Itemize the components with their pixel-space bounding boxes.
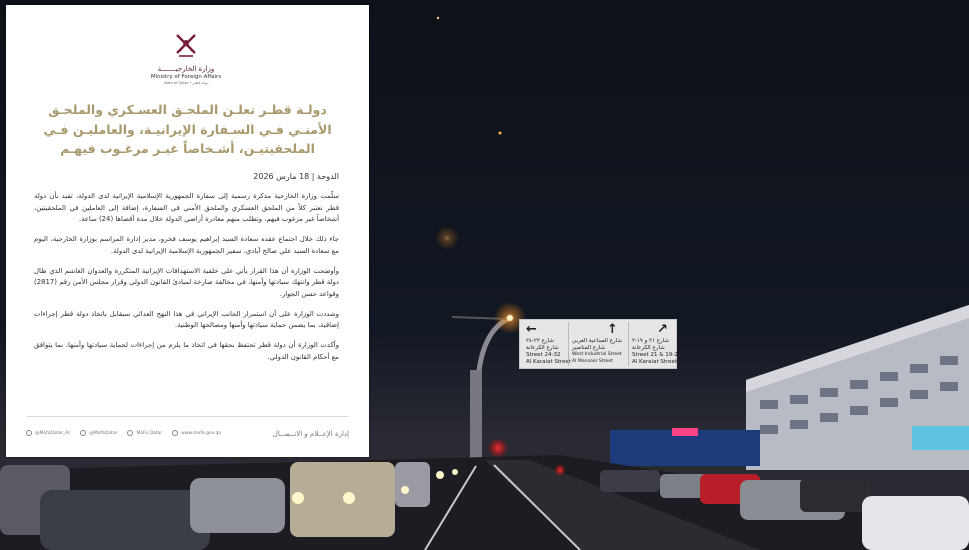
social-links: [26, 430, 221, 436]
sign-text-ar: شارع ٢٢-٢٤: [526, 338, 554, 344]
globe-icon: [172, 430, 178, 436]
dateline: الدوحة | 18 مارس 2026: [253, 172, 339, 181]
left-arrow-icon: ←: [526, 322, 537, 337]
sign-text-ar2: شارع الكرعانة: [526, 345, 559, 351]
sign-text-en: West Industrial Street: [572, 352, 622, 357]
body-paragraph: وأكدت الوزارة أن دولة قطر تحتفظ بحقها في اتخاذ ما يلزم من إجراءات لحماية سيادتها وأمنها، بما يتوافق مع أحكام القانون الدولي.: [34, 341, 339, 361]
footer-department: إدارة الإعــلام و الاتــصــال: [272, 430, 349, 438]
ministry-logo: [146, 31, 226, 85]
social-handle: @MofaQatar_Ar: [35, 430, 71, 436]
social-link-facebook[interactable]: [127, 430, 162, 436]
ministry-name-ar: وزارة الخارجيـــــــة: [157, 65, 215, 73]
body-paragraph: سلّمت وزارة الخارجية مذكرة رسمية إلى سفارة الجمهورية الإسلامية الإيرانية لدى الدولة، تفيد بأن دولة قطر تعتبر كلاً من الملحق العسكري والملحق الأمني في السفارة، إضافة إلى العاملين في الملحقيتين، أشخاصاً غير مرغوب فيهم، وتطلب منهم مغادرة أراضي الدولة خلال مدة أقصاها (24) ساعة.: [34, 192, 339, 224]
sign-text-en2: Al Karaiat Street: [526, 359, 572, 365]
body-paragraph: وأوضحت الوزارة أن هذا القرار يأتي على خلفية الاستهدافات الإيرانية المتكررة والعدوان الغاشم الذي طال دولة قطر وانتهك سيادتها وأمنها، في مخالفة صارخة لمبادئ القانون الدولي وقرار مجلس الأمن رقم (2817) وقواعد حسن الجوار.: [34, 266, 339, 298]
crossed-swords-emblem-icon: [171, 31, 201, 59]
instagram-icon: [80, 430, 86, 436]
sign-text-en2: Al Mansoor Street: [572, 359, 613, 364]
press-headline: دولـة قطـر تعلـن الملحـق العسـكري والملحـق الأمنـي فـي السـفارة الإيرانيـة، والعامليـن فـي الملحقيتيـن، أشـخاصاً غيـر مرغـوب فيهـم: [43, 102, 332, 156]
social-link-x[interactable]: [26, 430, 70, 436]
sign-panel-right: [628, 322, 678, 366]
x-icon: [26, 430, 32, 436]
footer-divider: [26, 416, 349, 417]
sign-text-en: Street 24-32: [526, 352, 561, 358]
overhead-direction-sign: [519, 319, 677, 369]
state-line: State of Qatar • دولـة قطـر: [163, 81, 209, 85]
sign-panel-left: [522, 322, 572, 366]
sign-text-ar2: شارع المناصير: [572, 345, 606, 351]
sign-text-ar: شارع الصناعية الغربي: [572, 338, 622, 344]
facebook-icon: [127, 430, 133, 436]
press-body: [34, 191, 339, 371]
body-paragraph: جاء ذلك خلال اجتماع عقده سعادة السيد إبراهيم يوسف فخرو، مدير إدارة المراسم بوزارة الخارجية، اليوم مع سعادة السيد علي صالح آبادي، سفير الجمهورية الإسلامية الإيرانية لدى الدولة.: [34, 235, 339, 255]
body-paragraph: وشددت الوزارة على أن استمرار الجانب الإيراني في هذا النهج العدائي سيقابل باتخاذ دولة قطر إجراءات إضافية، بما يضمن حماية سيادتها وأمنها ومصالحها الوطنية.: [34, 309, 339, 330]
social-handle: MoFa Qatar: [136, 430, 163, 436]
social-link-website[interactable]: [172, 430, 221, 436]
sign-panel-center: [568, 322, 629, 366]
social-handle: www.mofa.gov.qa: [181, 430, 222, 436]
up-arrow-icon: ↑: [607, 322, 618, 337]
sign-text-ar2: شارع الكرعانة: [632, 345, 665, 351]
social-handle: @MofaQatar: [89, 430, 118, 436]
ministry-name-en: Ministry of Foreign Affairs: [150, 74, 222, 80]
social-link-instagram[interactable]: [80, 430, 117, 436]
sign-text-ar: شارع ٢١ و ١٩-٢: [632, 338, 669, 344]
press-release-document: [6, 5, 369, 457]
sign-text-en2: Al Karaiat Street: [632, 359, 678, 365]
sign-text-en: Street 21 & 19-2: [632, 352, 678, 358]
up-right-arrow-icon: ↗: [657, 322, 668, 337]
